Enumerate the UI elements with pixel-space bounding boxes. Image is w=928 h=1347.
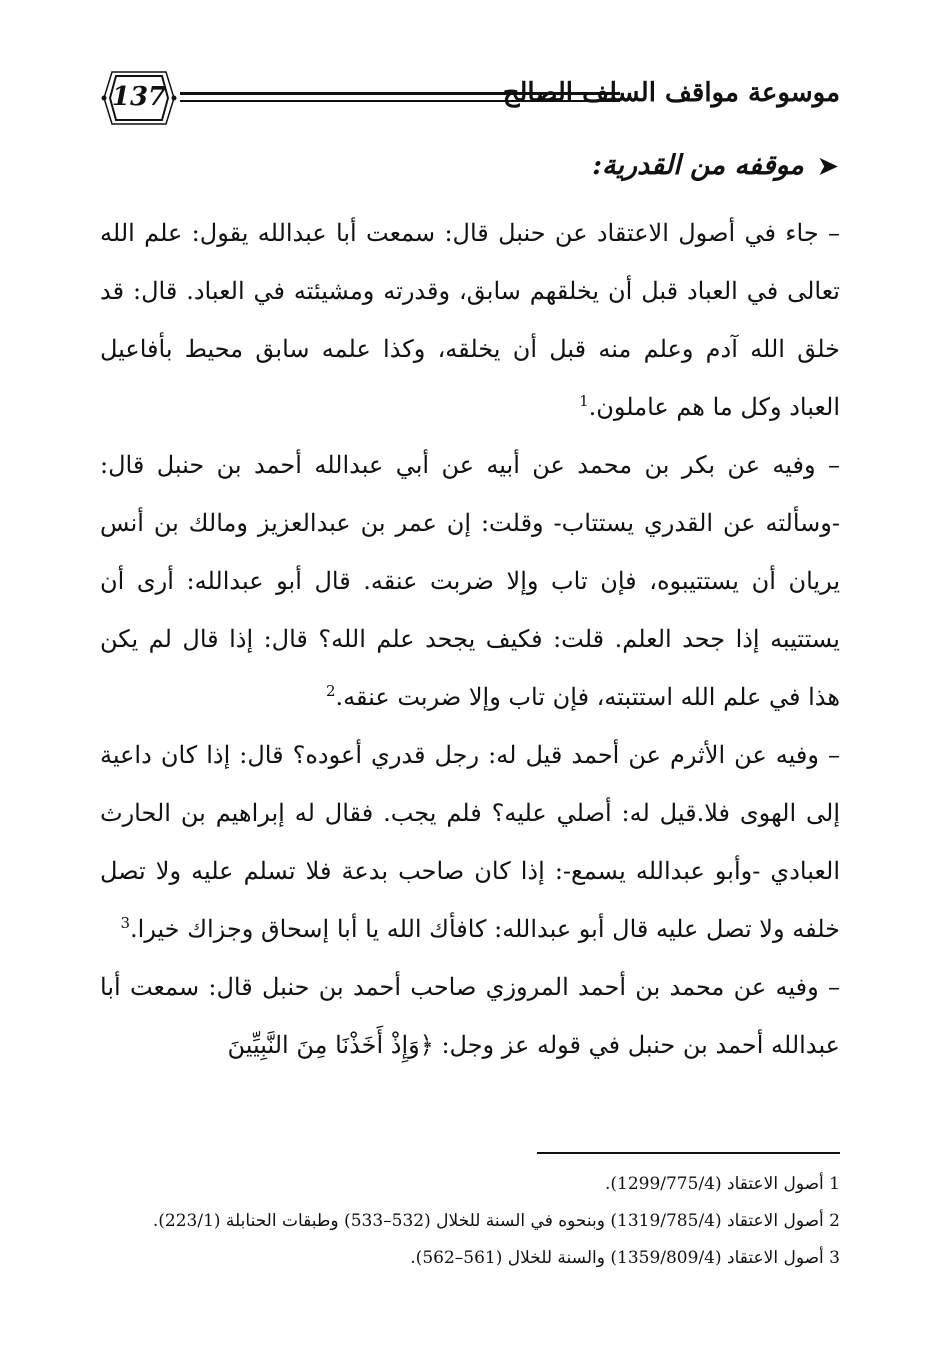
body-text (100, 204, 840, 1074)
footnote-ref: 1 (579, 392, 589, 410)
section-heading (592, 150, 838, 181)
paragraph (100, 436, 840, 726)
paragraph-text: – وفيه عن محمد بن أحمد المروزي صاحب أحمد بن حنبل قال: سمعت أبا عبدالله أحمد بن حنبل في قوله عز وجل: ﴿وَإِذْ أَخَذْنَا مِنَ النَّبِيِّينَ (100, 973, 841, 1059)
page-number: 137 (111, 82, 167, 112)
page-header (100, 68, 840, 128)
paragraph (100, 958, 840, 1074)
paragraph-text: – وفيه عن بكر بن محمد عن أبيه عن أبي عبدالله أحمد بن حنبل قال: -وسألته عن القدري يستتاب- وقلت: إن عمر بن عبدالعزيز ومالك بن أنس يريان أن يستتيبوه، فإن تاب وإلا ضربت عنقه. قال أبو عبدالله: أرى أن يستتيبه إذا جحد العلم. قلت: فكيف يجحد علم الله؟ قال: إذا قال لم يكن هذا في علم الله استتبته، فإن تاب وإلا ضربت عنقه. (100, 451, 840, 711)
footnote-ref: 3 (120, 914, 131, 932)
footnotes (100, 1166, 840, 1277)
page-number-badge (100, 68, 178, 128)
arrow-left-icon: ➤ (817, 151, 838, 180)
footnote-separator (537, 1152, 840, 1154)
footnote: 3 أصول الاعتقاد (1359/809/4) والسنة للخلال (561–562). (410, 1248, 840, 1268)
paragraph-text: – جاء في أصول الاعتقاد عن حنبل قال: سمعت أبا عبدالله يقول: علم الله تعالى في العباد قبل أن يخلقهم سابق، وقدرته ومشيئته في العباد. قال: قد خلق الله آدم وعلم منه قبل أن يخلقه، وكذا علمه سابق محيط بأفاعيل العباد وكل ما هم عاملون. (100, 219, 841, 421)
paragraph-text: – وفيه عن الأثرم عن أحمد قيل له: رجل قدري أعوده؟ قال: إذا كان داعية إلى الهوى فلا.قيل له: أصلي عليه؟ فلم يجب. فقال له إبراهيم بن الحارث العبادي -وأبو عبدالله يسمع-: إذا كان صاحب بدعة فلا تسلم عليه ولا تصل خلفه ولا تصل عليه قال أبو عبدالله: كافأك الله يا أبا إسحاق وجزاك خيرا. (100, 741, 840, 943)
paragraph (100, 726, 840, 958)
paragraph (100, 204, 840, 436)
footnote: 1 أصول الاعتقاد (1299/775/4). (604, 1174, 840, 1194)
section-heading-text: موقفه من القدرية: (592, 150, 804, 181)
footnote-ref: 2 (325, 682, 336, 700)
footnote: 2 أصول الاعتقاد (1319/785/4) وبنحوه في السنة للخلال (532–533) وطبقات الحنابلة (223/1). (152, 1211, 840, 1231)
book-title: موسوعة مواقف السلف الصالح (502, 78, 840, 108)
